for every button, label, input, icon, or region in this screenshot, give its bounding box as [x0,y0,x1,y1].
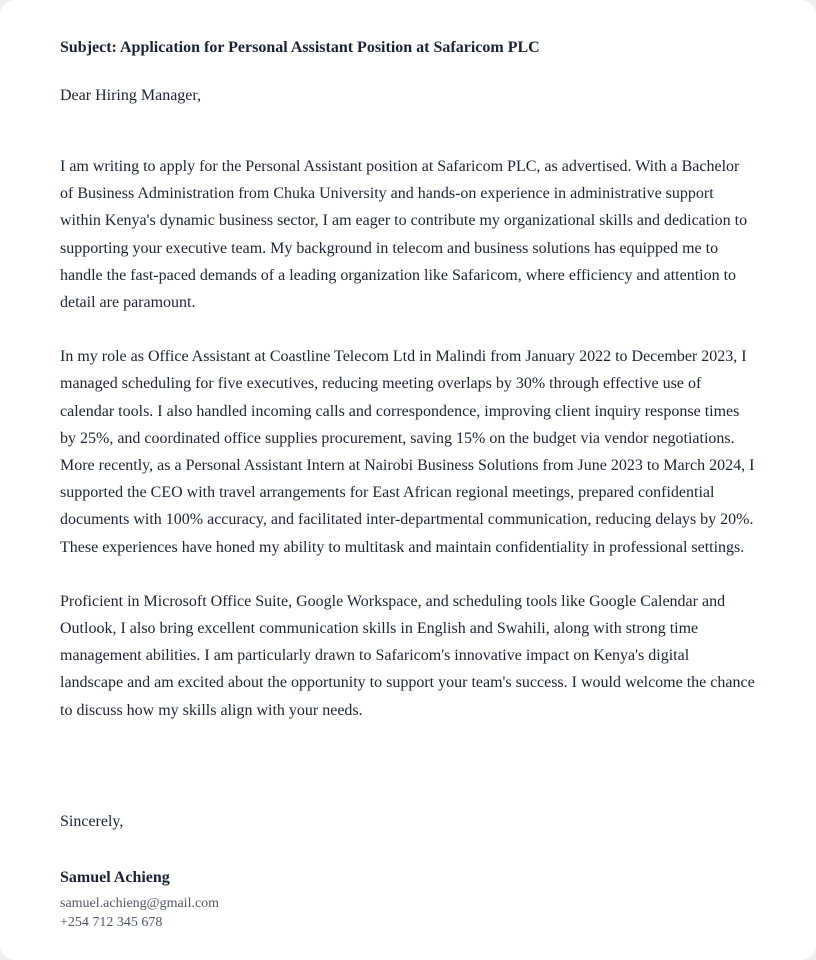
letter-paragraph: Proficient in Microsoft Office Suite, Google Workspace, and scheduling tools like Google Calendar and Outlook, I also bring excellent communication skills in English and Swahili, along with strong time management abilities. I am particularly drawn to Safaricom's innovative impact on Kenya's digital landscape and am excited about the opportunity to support your team's success. I would welcome the chance to discuss how my skills align with your needs. [60,592,755,719]
letter-greeting: Dear Hiring Manager, [60,87,202,104]
signature-phone: +254 712 345 678 [60,914,163,930]
signature-name: Samuel Achieng [60,868,170,886]
letter-paragraph: I am writing to apply for the Personal Assistant position at Safaricom PLC, as advertised. With a Bachelor of Business Administration from Chuka University and hands-on experience in administrative support within Kenya's dynamic business sector, I am eager to contribute my organizational skills and dedication to supporting your executive team. My background in telecom and business solutions has equipped me to handle the fast-paced demands of a leading organization like Safaricom, where efficiency and attention to detail are paramount. [60,158,748,312]
letter-closing: Sincerely, [60,812,124,830]
letter-paragraph: In my role as Office Assistant at Coastline Telecom Ltd in Malindi from January 2022 to December 2023, I managed scheduling for five executives, reducing meeting overlaps by 30% through effective use of calendar tools. I also handled incoming calls and correspondence, improving client inquiry response times by 25%, and coordinated office supplies procurement, saving 15% on the budget via vendor negotiations. More recently, as a Personal Assistant Intern at Nairobi Business Solutions from June 2023 to March 2024, I supported the CEO with travel arrangements for East African regional meetings, prepared confidential documents with 100% accuracy, and facilitated inter-departmental communication, reducing delays by 20%. These experiences have honed my ability to multitask and maintain confidentiality in professional settings. [60,348,755,556]
signature-email: samuel.achieng@gmail.com [60,895,220,911]
letter-subject: Subject: Application for Personal Assistant Position at Safaricom PLC [60,39,540,56]
